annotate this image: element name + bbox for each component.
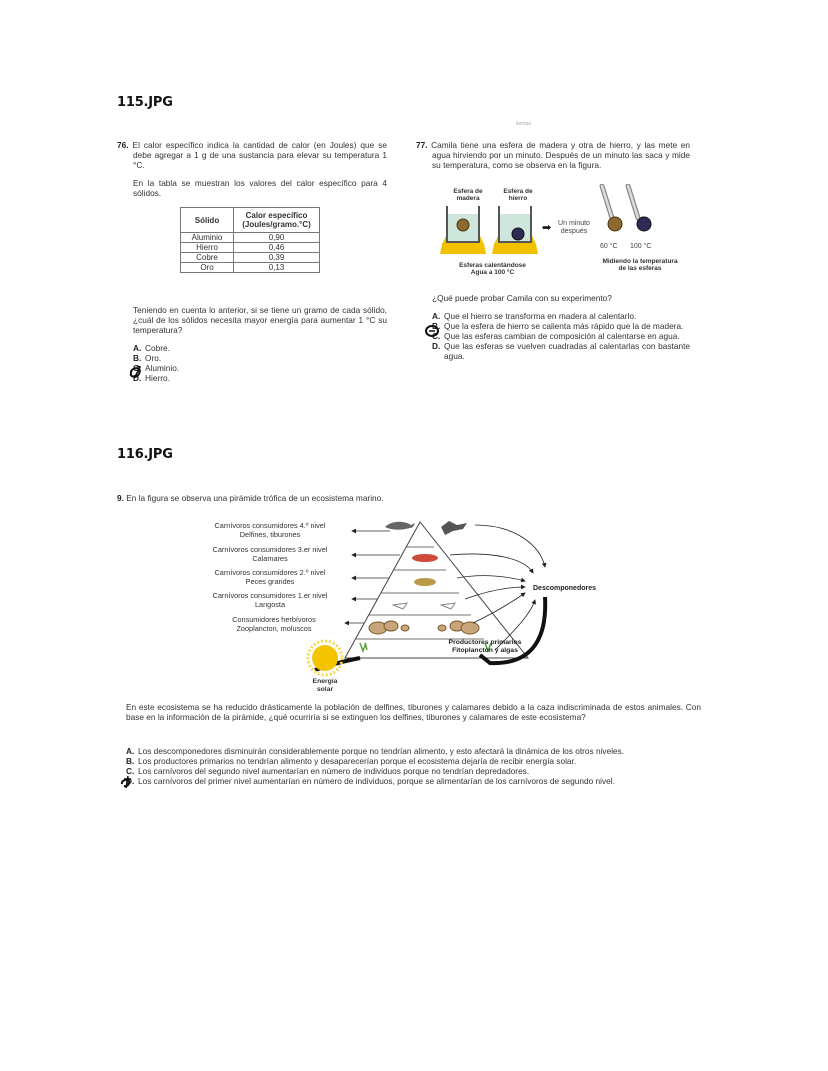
option-letter: B.	[133, 353, 142, 363]
option-text: Los descomponedores disminuirán considerablemente porque no tendrían alimento, y esto afectará la dinámica de los otros niveles.	[138, 746, 625, 756]
q76-option-d[interactable]	[133, 373, 387, 383]
question-76	[117, 140, 387, 198]
q9-option-d[interactable]	[126, 776, 701, 786]
q77-question-block	[432, 293, 690, 361]
q76-question-block	[133, 305, 387, 383]
q77-options	[432, 311, 690, 361]
option-letter: A.	[432, 311, 441, 321]
herbivores-title: Consumidores herbívoros	[232, 615, 316, 624]
cell-solid: Oro	[181, 263, 234, 273]
spheres-experiment-figure	[440, 188, 690, 283]
q76-question: Teniendo en cuenta lo anterior, si se tiene un gramo de cada sólido, ¿cuál de los sólidos necesita mayor energía para aumentar 1 °C su temperatura?	[133, 305, 387, 335]
table-row	[181, 253, 320, 263]
option-text: Cobre.	[145, 343, 170, 353]
cell-value: 0,90	[234, 233, 320, 243]
file-title-115: 115.JPG	[117, 95, 173, 110]
producers-title: Productores primarios	[448, 639, 522, 646]
table-header-specific-heat: Calor específico (Joules/gramo.°C)	[234, 208, 320, 233]
cell-value: 0,39	[234, 253, 320, 263]
handwritten-mark-icon	[119, 775, 133, 789]
q76-option-b[interactable]	[133, 353, 387, 363]
option-letter: C.	[126, 766, 135, 776]
caption-measuring-line1: Midiendo la temperatura	[602, 258, 678, 265]
q76-table-intro: En la tabla se muestran los valores del calor específico para 4 sólidos.	[133, 178, 387, 198]
level-2-title: Carnívoros consumidores 2.º nivel	[214, 568, 326, 577]
solar-energy-line2: solar	[316, 686, 334, 693]
option-text: Hierro.	[145, 373, 170, 383]
cell-value: 0,13	[234, 263, 320, 273]
option-letter: B.	[432, 321, 441, 331]
option-letter: D.	[126, 776, 135, 786]
option-letter: A.	[133, 343, 142, 353]
one-minute-label-line2: después	[560, 228, 588, 235]
decomposers-label: Descomponedores	[533, 585, 597, 592]
solar-energy-line1: Energía	[312, 678, 338, 685]
level-4-title: Carnívoros consumidores 4.º nivel	[214, 521, 326, 530]
option-text: Que la esfera de hierro se calienta más rápido que la de madera.	[444, 321, 684, 331]
label-iron-sphere: Esfera de hierro	[503, 188, 533, 202]
specific-heat-table-wrap	[180, 207, 320, 273]
option-text: Los carnívoros del segundo nivel aumentarían en número de individuos porque no tendrían depredadores.	[138, 766, 530, 776]
q9-context: En este ecosistema se ha reducido drásticamente la población de delfines, tiburones y calamares debido a la caza indiscriminada de estos animales. Con base en la información de la pirámide, ¿qué ocurriría si se extinguen los delfines, tiburones y calamares de este ecosistema?	[126, 702, 701, 722]
beakers-illustration-icon	[440, 206, 550, 256]
temp-iron-label: 100 °C	[630, 243, 652, 250]
caption-measuring-line2: de las esferas	[618, 265, 662, 272]
option-letter: A.	[126, 746, 135, 756]
producers-label	[440, 639, 530, 655]
option-letter: C.	[432, 331, 441, 341]
level-1-organisms: Langosta	[254, 599, 286, 609]
option-text: Los productores primarios no tendrían alimento y desaparecerían porque el ecosistema dejaría de recibir energía solar.	[138, 756, 577, 766]
cell-solid: Aluminio	[181, 233, 234, 243]
table-row	[181, 243, 320, 253]
option-text: Oro.	[145, 353, 162, 363]
q77-number: 77.	[416, 140, 428, 150]
q77-intro	[416, 140, 690, 170]
temp-wood-label: 60 °C	[600, 243, 618, 250]
q77-intro-text: Camila tiene una esfera de madera y otra de hierro, y las mete en agua hirviendo por un minuto. Después de un minuto las saca y mide su temperatura, como se observa en la figura.	[431, 140, 690, 170]
file-title-116: 116.JPG	[117, 447, 173, 462]
option-text: Que las esferas cambian de composición al calentarse en agua.	[444, 331, 680, 341]
cell-solid: Cobre	[181, 253, 234, 263]
handwritten-circle-icon	[424, 324, 440, 338]
q76-option-c[interactable]	[133, 363, 387, 373]
q9-number: 9.	[117, 493, 124, 503]
option-text: Que las esferas se vuelven cuadradas al calentarlas con bastante agua.	[444, 341, 690, 361]
q77-option-c[interactable]	[432, 331, 690, 341]
thermometers-illustration-icon	[590, 184, 680, 234]
option-text: Aluminio.	[145, 363, 180, 373]
q77-question: ¿Qué puede probar Camila con su experimento?	[432, 293, 612, 303]
caption-heating-line2: Agua a 100 °C	[470, 269, 515, 276]
option-letter: D.	[133, 373, 142, 383]
level-3-title: Carnívoros consumidores 3.er nivel	[212, 545, 328, 554]
option-letter: D.	[432, 341, 441, 351]
q9-option-c[interactable]	[126, 766, 701, 776]
level-4-organisms: Delfines, tiburones	[239, 529, 301, 539]
option-letter: B.	[126, 756, 135, 766]
handwritten-mark-icon	[128, 364, 144, 380]
herbivores-organisms: Zooplancton, moluscos	[236, 623, 312, 633]
q77-option-d[interactable]	[432, 341, 690, 361]
label-wood-sphere: Esfera de madera	[453, 188, 483, 202]
caption-heating	[440, 262, 545, 276]
cell-solid: Hierro	[181, 243, 234, 253]
q76-intro	[117, 140, 387, 170]
q77-option-b[interactable]	[432, 321, 690, 331]
q76-intro-text: El calor específico indica la cantidad de calor (en Joules) que se debe agregar a 1 g de una sustancia para elevar su temperatura 1 °C.	[132, 140, 387, 170]
q9-options	[126, 746, 701, 786]
caption-heating-line1: Esferas calentándose	[459, 262, 526, 269]
cropped-header-text: tiempo	[516, 121, 532, 127]
q76-option-a[interactable]	[133, 343, 387, 353]
level-3-organisms: Calamares	[252, 553, 288, 563]
q77-option-a[interactable]	[432, 311, 690, 321]
producers-organisms: Fitoplancton y algas	[452, 647, 518, 654]
option-letter: C.	[133, 363, 142, 373]
table-header-solid: Sólido	[181, 208, 234, 233]
level-1-title: Carnívoros consumidores 1.er nivel	[212, 591, 328, 600]
level-2-organisms: Peces grandes	[245, 576, 295, 586]
q76-options	[133, 343, 387, 383]
q76-number: 76.	[117, 140, 129, 150]
q9-option-a[interactable]	[126, 746, 701, 756]
question-77	[416, 140, 690, 170]
q9-option-b[interactable]	[126, 756, 701, 766]
trophic-pyramid-figure	[195, 515, 615, 700]
solar-energy-label	[308, 678, 342, 694]
q9-intro	[117, 493, 677, 503]
one-minute-label-line1: Un minuto	[558, 220, 590, 227]
table-row	[181, 263, 320, 273]
specific-heat-table	[180, 207, 320, 273]
arrow-right-icon: ➡	[542, 222, 552, 234]
pyramid-diagram-icon	[195, 515, 615, 700]
option-text: Los carnívoros del primer nivel aumentarían en número de individuos, porque se alimentarían de los carnívoros de segundo nivel.	[138, 776, 615, 786]
caption-measuring	[590, 258, 690, 272]
option-text: Que el hierro se transforma en madera al calentarlo.	[444, 311, 637, 321]
cell-value: 0,46	[234, 243, 320, 253]
q9-intro-text: En la figura se observa una pirámide trófica de un ecosistema marino.	[126, 493, 384, 503]
table-row	[181, 233, 320, 243]
